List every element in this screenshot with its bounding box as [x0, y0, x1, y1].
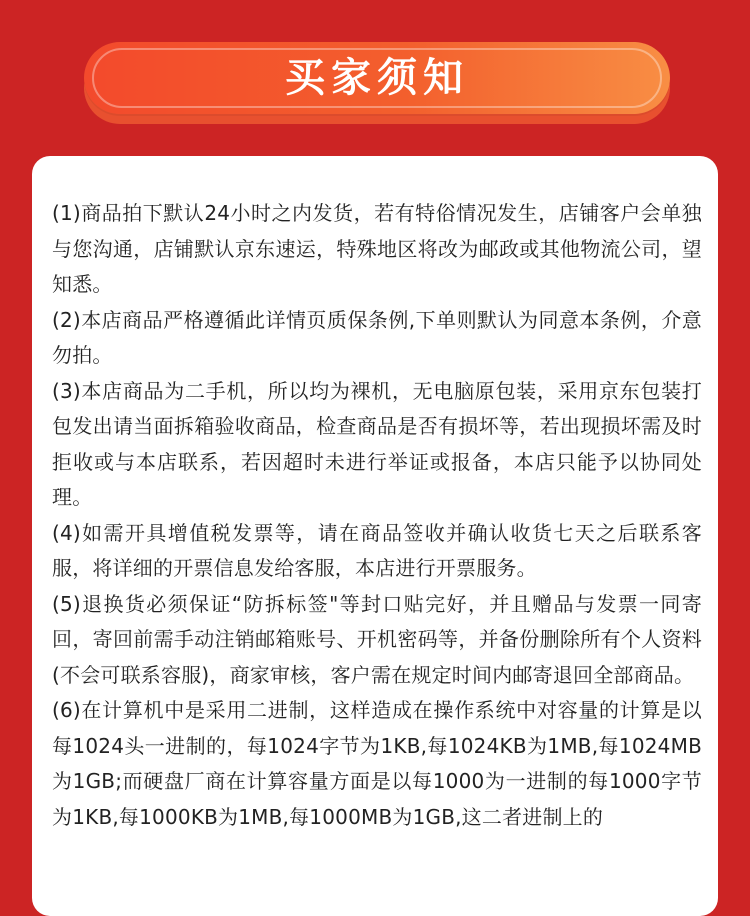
notice-item-1: (1)商品拍下默认24小时之内发货，若有特俗情况发生，店铺客户会单独与您沟通，店铺默认京东速运，特殊地区将改为邮政或其他物流公司，望知悉。 — [52, 201, 702, 296]
notice-item-4: (4)如需开具增值税发票等，请在商品签收并确认收货七天之后联系客服，将详细的开票信息发给客服，本店进行开票服务。 — [52, 520, 702, 580]
notice-item-2: (2)本店商品严格遵循此详情页质保条例,下单则默认为同意本条例，介意勿拍。 — [52, 307, 702, 367]
notice-item-6: (6)在计算机中是采用二进制，这样造成在操作系统中对容量的计算是以每1024头一进制的，每1024字节为1KB,每1024KB为1MB,每1024MB为1GB;而硬盘厂商在计算容量方面是以每1000为一进制的每1000字节为1KB,每1000KB为1MB,每1000MB为1GB,这二者进制上的 — [52, 698, 702, 829]
notice-item-3: (3)本店商品为二手机，所以均为裸机，无电脑原包装，采用京东包装打包发出请当面拆箱验收商品，检查商品是否有损坏等，若出现损坏需及时拒收或与本店联系，若因超时未进行举证或报备，本店只能予以协同处理。 — [52, 378, 702, 509]
notice-list — [52, 196, 702, 835]
page-title: 买家须知 — [285, 55, 469, 101]
notice-item-5: (5)退换货必须保证“防拆标签"等封口贴完好，并且赠品与发票一同寄回，寄回前需手动注销邮箱账号、开机密码等，并备份删除所有个人资料(不会可联系容服)，商家审核，客户需在规定时间内邮寄退回全部商品。 — [52, 591, 702, 687]
